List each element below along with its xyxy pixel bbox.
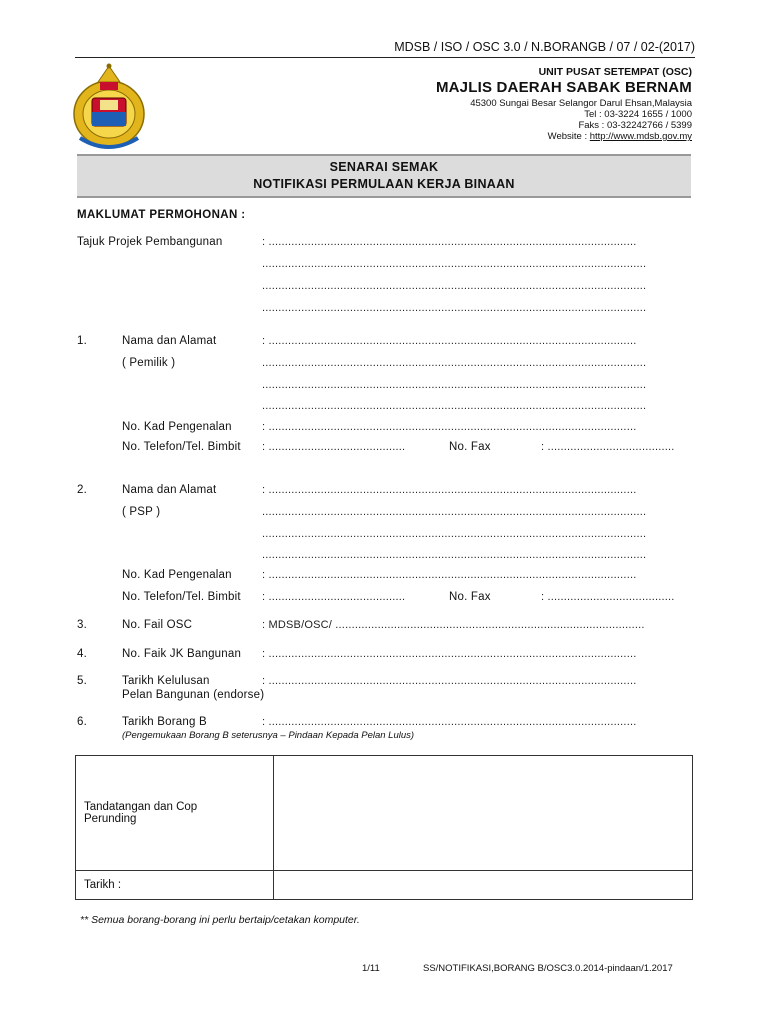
approval-date-label: Tarikh Kelulusan [122, 675, 210, 687]
psp-ic-label: No. Kad Pengenalan [122, 569, 232, 581]
item-1-number: 1. [77, 335, 87, 347]
item-5-number: 5. [77, 675, 87, 687]
telephone: Tel : 03-3224 1655 / 1000 [584, 109, 692, 120]
owner-address-line-4[interactable]: ...................................................................................................................... [262, 400, 647, 412]
owner-sub-label: ( Pemilik ) [122, 357, 176, 369]
project-title-field[interactable]: : ................................................................................................................. [262, 236, 637, 248]
item-4-number: 4. [77, 648, 87, 660]
owner-fax-field[interactable]: : ....................................... [541, 441, 675, 453]
document-reference: SS/NOTIFIKASI,BORANG B/OSC3.0.2014-pindaan/1.2017 [423, 963, 673, 974]
approval-date-label-line-2: Pelan Bangunan (endorse) [122, 689, 265, 701]
owner-phone-field[interactable]: : .......................................... [262, 441, 406, 453]
form-b-note: (Pengemukaan Borang B seterusnya – Pindaan Kepada Pelan Lulus) [122, 730, 415, 741]
project-title-field-line-3[interactable]: ...................................................................................................................... [262, 280, 647, 292]
psp-ic-field[interactable]: : ................................................................................................................. [262, 569, 637, 581]
psp-sub-label: ( PSP ) [122, 506, 161, 518]
psp-phone-field[interactable]: : .......................................... [262, 591, 406, 603]
date-label: Tarikh : [76, 871, 274, 900]
organization-name: MAJLIS DAERAH SABAK BERNAM [435, 79, 692, 96]
form-b-date-field[interactable]: : ................................................................................................................. [262, 716, 637, 728]
item-3-number: 3. [77, 619, 87, 631]
psp-address-line-2[interactable]: ...................................................................................................................... [262, 506, 647, 518]
unit-name: UNIT PUSAT SETEMPAT (OSC) [538, 66, 692, 78]
owner-ic-field[interactable]: : ................................................................................................................. [262, 421, 637, 433]
psp-address-line-3[interactable]: ...................................................................................................................... [262, 528, 647, 540]
psp-address-line-4[interactable]: ...................................................................................................................... [262, 549, 647, 561]
project-title-label: Tajuk Projek Pembangunan [77, 236, 223, 248]
psp-name-address-label: Nama dan Alamat [122, 484, 217, 496]
signature-field[interactable] [274, 756, 693, 871]
signature-table [75, 755, 693, 900]
fax-number: Faks : 03-32242766 / 5399 [578, 120, 692, 131]
owner-phone-label: No. Telefon/Tel. Bimbit [122, 441, 241, 453]
signature-label-line-2: Perunding [84, 813, 137, 825]
website [548, 131, 692, 142]
title-line-2: NOTIFIKASI PERMULAAN KERJA BINAAN [253, 177, 515, 191]
signature-label-cell [76, 756, 274, 871]
website-link[interactable]: http://www.mdsb.gov.my [589, 131, 692, 142]
form-title [77, 154, 691, 198]
psp-fax-field[interactable]: : ....................................... [541, 591, 675, 603]
osc-file-label: No. Fail OSC [122, 619, 193, 631]
approval-date-field[interactable]: : ................................................................................................................. [262, 675, 637, 687]
owner-name-address-field[interactable]: : ................................................................................................................. [262, 335, 637, 347]
mdsb-crest-icon [70, 60, 148, 152]
owner-fax-label: No. Fax [449, 441, 491, 453]
title-line-1: SENARAI SEMAK [329, 160, 439, 174]
form-b-date-label: Tarikh Borang B [122, 716, 207, 728]
owner-ic-label: No. Kad Pengenalan [122, 421, 232, 433]
page-number: 1/11 [362, 963, 380, 974]
item-2-number: 2. [77, 484, 87, 496]
owner-name-address-label: Nama dan Alamat [122, 335, 217, 347]
jk-building-file-field[interactable]: : ................................................................................................................. [262, 648, 637, 660]
psp-name-address-field[interactable]: : ................................................................................................................. [262, 484, 637, 496]
address: 45300 Sungai Besar Selangor Darul Ehsan,Malaysia [470, 98, 692, 109]
date-field[interactable] [274, 871, 693, 900]
footer-note: ** Semua borang-borang ini perlu bertaip/cetakan komputer. [80, 914, 360, 926]
owner-address-line-2[interactable]: ...................................................................................................................... [262, 357, 647, 369]
project-title-field-line-2[interactable]: ...................................................................................................................... [262, 258, 647, 270]
owner-address-line-3[interactable]: ...................................................................................................................... [262, 379, 647, 391]
section-heading: MAKLUMAT PERMOHONAN : [77, 209, 246, 221]
jk-building-file-label: No. Faik JK Bangunan [122, 648, 242, 660]
website-label: Website : [547, 131, 590, 142]
signature-label-line-1: Tandatangan dan Cop [84, 801, 198, 813]
item-6-number: 6. [77, 716, 87, 728]
document-code: MDSB / ISO / OSC 3.0 / N.BORANGB / 07 / 02-(2017) [394, 40, 695, 54]
psp-fax-label: No. Fax [449, 591, 491, 603]
header-rule [75, 57, 695, 58]
project-title-field-line-4[interactable]: ...................................................................................................................... [262, 302, 647, 314]
osc-file-field[interactable]: : MDSB/OSC/ ............................................................................................... [262, 619, 645, 631]
psp-phone-label: No. Telefon/Tel. Bimbit [122, 591, 241, 603]
